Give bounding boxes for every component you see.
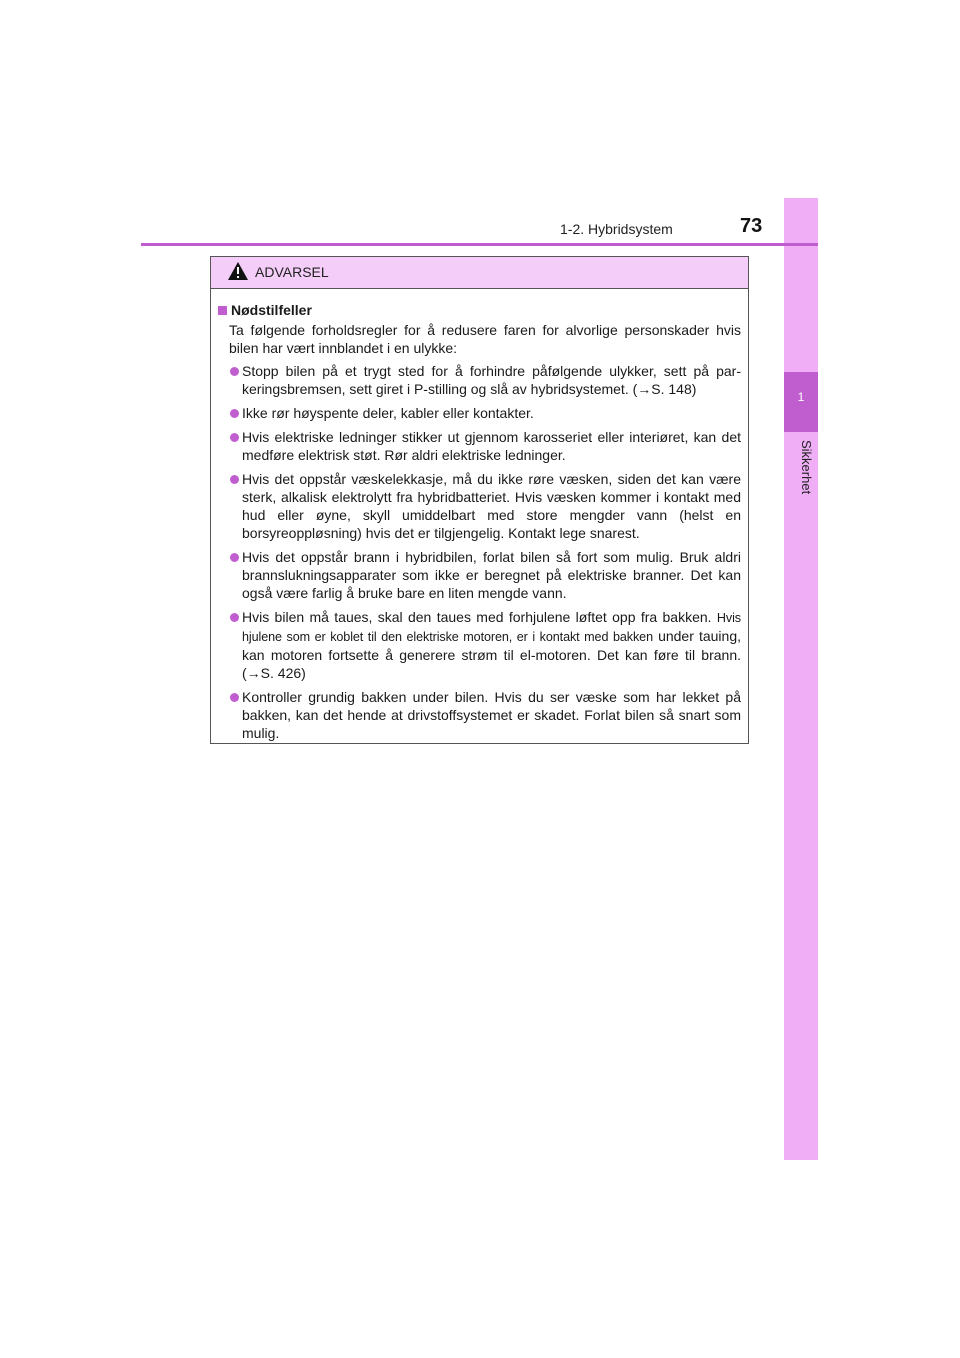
bullet-dot-icon (230, 553, 239, 562)
warning-content (211, 289, 748, 742)
bullet-dot-icon (230, 613, 239, 622)
list-item-text: Hvis elektriske ledninger stikker ut gjennom karosseriet eller interiøret, kan det medføre elektrisk støt. Rør aldri elektriske ledninger. (242, 429, 741, 463)
warning-intro: Ta følgende forholdsregler for å redusere faren for alvorlige personskader hvis bilen har vært innblandet i en ulykke: (229, 322, 741, 356)
list-item-text: Hvis det oppstår brann i hybridbilen, forlat bilen så fort som mulig. Bruk aldri brannslukningsapparater som ikke er beregnet på elektriske branner. Det kan også være farlig å bruke bare en liten mengde vann. (242, 549, 741, 601)
bullet-dot-icon (230, 409, 239, 418)
bullet-dot-icon (230, 693, 239, 702)
list-item (218, 362, 741, 398)
bullet-dot-icon (230, 433, 239, 442)
bullet-dot-icon (230, 367, 239, 376)
chapter-label: Sikkerhet (799, 440, 814, 495)
list-item-text: Kontroller grundig bakken under bilen. Hvis du ser væske som har lekket på bakken, kan det hende at drivstoffsystemet er skadet. Forlat bilen så snart som mulig. (242, 689, 741, 741)
list-item-text: Ikke rør høyspente deler, kabler eller kontakter. (242, 405, 534, 421)
warning-header (211, 257, 748, 289)
list-item (218, 404, 741, 422)
bullet-dot-icon (230, 475, 239, 484)
warning-heading-text: Nødstilfeller (231, 302, 312, 318)
page-number: 73 (740, 215, 763, 237)
warning-title: ADVARSEL (255, 264, 329, 280)
square-bullet-icon (218, 306, 227, 315)
list-item-text: Hvis det oppstår væskelekkasje, må du ikke røre væsken, siden det kan være sterk, alkalisk elektrolytt fra hybridbatteriet. Hvis væsken kommer i kontakt med hud eller øyne, skyll umiddelbart med store mengder vann (helst en borsyreoppløsning) hvis det er tilgjengelig. Kontakt lege snarest. (242, 471, 741, 541)
warning-triangle-icon (227, 261, 249, 281)
list-item-text: Stopp bilen på et trygt sted for å forhindre påfølgende ulykker, sett på par-keringsbremsen, sett giret i P-stilling og slå av hybridsystemet. (→S. 148) (242, 363, 741, 397)
list-item-text-line2: Hvis hjulene som er koblet til den elektriske motoren, er i kontakt med bakken (242, 611, 741, 644)
list-item-text-rest: under tauing, kan motoren fortsette å generere strøm til el-motoren. Det kan føre til brann. (→S. 426) (242, 628, 742, 681)
section-title: 1-2. Hybridsystem (560, 221, 673, 237)
header-rule (141, 243, 818, 246)
list-item-text-line1: Hvis bilen må taues, skal den taues med forhjulene løftet opp fra bakken. (242, 609, 712, 625)
list-item (218, 688, 741, 742)
list-item (218, 470, 741, 542)
list-item (218, 548, 741, 602)
warning-heading (218, 301, 741, 319)
list-item (218, 608, 741, 682)
side-tab-strip (784, 198, 818, 1160)
list-item (218, 428, 741, 464)
chapter-number: 1 (797, 390, 805, 404)
warning-box (210, 256, 749, 744)
